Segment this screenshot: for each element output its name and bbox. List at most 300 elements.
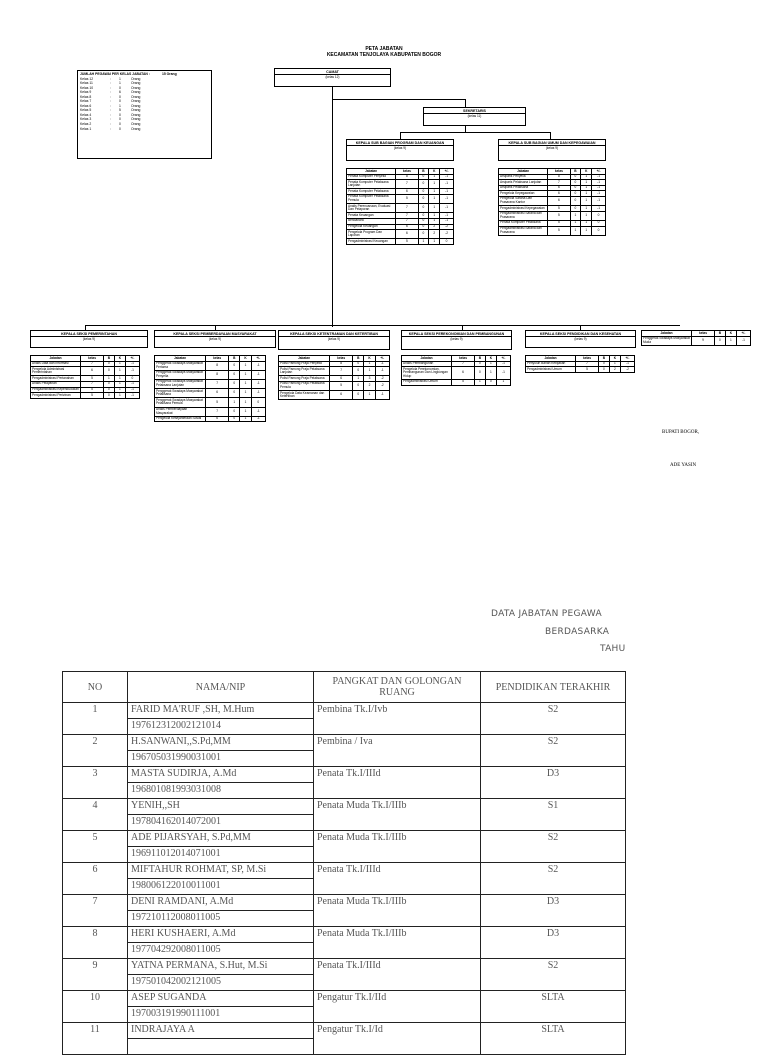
summary-cell: Orang <box>131 112 141 117</box>
jabatan-value: 5 <box>330 381 353 390</box>
col-jabatan: Jabatan <box>347 169 396 175</box>
summary-cell: Kelas 1 <box>80 126 92 131</box>
employee-nip: 197704292008011005 <box>128 943 314 959</box>
employee-row <box>63 863 626 879</box>
jabatan-name: Pengadministrasi Kependudukan <box>32 387 79 392</box>
jabatan-value: 1 <box>429 204 440 213</box>
unit-perekonomian-kelas: (kelas 9) <box>402 336 511 341</box>
jabatan-value: -1 <box>440 218 454 224</box>
camat-box <box>274 68 391 87</box>
employee-no: 5 <box>63 831 128 863</box>
jabatan-name: Penata Komputer Pelaksana <box>347 189 396 195</box>
summary-cell: Orang <box>131 103 141 108</box>
employee-pendidikan: D3 <box>481 927 626 959</box>
jabatan-name: Penata Komputer Penyelia <box>347 174 396 180</box>
jabatan-row <box>155 407 266 416</box>
jabatan-value: 2 <box>364 381 375 390</box>
jabatan-row <box>155 361 266 370</box>
employee-row <box>63 959 626 975</box>
jabatan-value: 0 <box>418 218 429 224</box>
jabatan-value: 7 <box>396 213 418 219</box>
jabatan-value: 0 <box>418 180 429 189</box>
employee-name: ASEP SUGANDA <box>128 991 314 1007</box>
summary-cell: : <box>110 76 111 81</box>
jabatan-value: -1 <box>251 389 265 398</box>
jabatan-value: -1 <box>125 367 139 376</box>
jabatan-table-trantib <box>278 355 390 400</box>
employee-no: 9 <box>63 959 128 991</box>
jabatan-value: -1 <box>736 336 750 345</box>
jabatan-value: 0 <box>229 389 240 398</box>
employee-name: MIFTAHUR ROHMAT, SP, M.Si <box>128 863 314 879</box>
jabatan-value: 8 <box>206 370 229 379</box>
employee-row <box>63 735 626 751</box>
summary-cell: : <box>110 112 111 117</box>
col-pangkat: PANGKAT DAN GOLONGAN RUANG <box>314 672 481 703</box>
jabatan-name: Penyuluh Bahan Kebijakan <box>526 361 576 367</box>
col-b: B <box>598 356 609 362</box>
jabatan-value: 0 <box>418 230 429 239</box>
employee-pangkat: Penata Tk.I/IIId <box>314 959 481 991</box>
jabatan-name: Pengadministrasi Umum <box>526 367 576 373</box>
summary-cell: Orang <box>131 94 141 99</box>
employee-pendidikan: S2 <box>481 703 626 735</box>
jabatan-row <box>347 230 454 239</box>
summary-cell: 0 <box>119 122 121 127</box>
jabatan-name: Penggerak Swadaya Masyarakat Muda <box>643 336 690 344</box>
jabatan-name: Penata Komputer Pelaksana <box>499 220 548 226</box>
employee-name: DENI RAMDANI, A.Md <box>128 895 314 911</box>
data-title-line3: TAHU <box>600 644 626 654</box>
jabatan-value: 0 <box>229 407 240 416</box>
jabatan-value: 1 <box>114 381 125 387</box>
summary-cell: Orang <box>131 126 141 131</box>
employee-name: FARID MA'RUF ,SH, M.Hum <box>128 703 314 719</box>
col-plus-minus: +/- <box>620 356 634 362</box>
jabatan-value: -1 <box>440 174 454 180</box>
employee-pendidikan: D3 <box>481 895 626 927</box>
signature-title: BUPATI BOGOR, <box>662 430 700 435</box>
employee-nip: 196705031990031001 <box>128 751 314 767</box>
jabatan-value: -2 <box>440 230 454 239</box>
summary-cell: Kelas 5 <box>80 108 92 113</box>
jabatan-value: 0 <box>229 379 240 388</box>
jabatan-value: 7 <box>206 407 229 416</box>
jabatan-value: 6 <box>206 389 229 398</box>
summary-cell: Orang <box>131 99 141 104</box>
summary-cell: Kelas 6 <box>80 103 92 108</box>
employee-nip: 196911012014071001 <box>128 847 314 863</box>
jabatan-value: 5 <box>81 376 104 382</box>
jabatan-value: 0 <box>229 416 240 422</box>
col-plus-minus: +/- <box>592 169 606 175</box>
employee-row <box>63 991 626 1007</box>
jabatan-value: 0 <box>418 224 429 230</box>
jabatan-name: Penggerak Swadaya Masyarakat Pelaksana <box>155 389 206 398</box>
unit-umum-title: KEPALA SUB BAGIAN UMUM DAN KEPEGAWAIAN <box>508 141 596 145</box>
jabatan-value: 5 <box>206 398 229 407</box>
jabatan-value: -1 <box>251 379 265 388</box>
jabatan-name: Pengadministrasi Perizinan <box>31 393 81 399</box>
employee-pendidikan: S2 <box>481 831 626 863</box>
employee-summary <box>77 70 212 159</box>
jabatan-value: 1 <box>429 189 440 195</box>
jabatan-value: 1 <box>364 361 375 367</box>
jabatan-value: 5 <box>396 239 418 245</box>
jabatan-row <box>31 393 140 399</box>
jabatan-value: 0 <box>474 367 485 380</box>
camat-title: CAMAT <box>326 70 339 74</box>
jabatan-value: 1 <box>240 416 251 422</box>
jabatan-value: 0 <box>418 189 429 195</box>
jabatan-value: 0 <box>440 239 454 245</box>
summary-cell: 1 <box>119 103 121 108</box>
jabatan-name: Pengelola Administrasi Pemerintahan <box>31 367 81 376</box>
jabatan-value: 5 <box>452 379 475 385</box>
jabatan-value: 2 <box>429 224 440 230</box>
jabatan-value: 1 <box>581 211 592 220</box>
employee-name: INDRAJAYA A <box>128 1023 314 1039</box>
unit-trantib-title: KEPALA SEKSI KETENTRAMAN DAN KETERTIBAN <box>290 332 378 336</box>
col-k: K <box>581 169 592 175</box>
data-title-line1: DATA JABATAN PEGAWA <box>491 609 602 619</box>
employee-no: 10 <box>63 991 128 1023</box>
jabatan-name: Pengelola Program Dan Laporan <box>347 230 396 239</box>
jabatan-name: Pengelola Perekonomian, Pembangunan Dan Lingkungan Hidup <box>402 367 452 380</box>
jabatan-value: 0 <box>418 204 429 213</box>
jabatan-name: Penggerak Swadaya Masyarakat Pelaksana Lanjutan <box>155 379 206 388</box>
summary-cell: Kelas 2 <box>80 122 92 127</box>
col-plus-minus: +/- <box>375 356 389 362</box>
employee-no: 11 <box>63 1023 128 1055</box>
jabatan-value: 5 <box>548 211 570 220</box>
summary-cell: Orang <box>131 117 141 122</box>
jabatan-value: 1 <box>429 194 440 203</box>
col-k: K <box>240 356 251 362</box>
employee-pangkat: Penata Tk.I/IIId <box>314 767 481 799</box>
jabatan-value: 1 <box>103 376 114 382</box>
jabatan-value: -1 <box>496 367 510 380</box>
col-kelas: kelas <box>396 169 418 175</box>
jabatan-value: 7 <box>206 379 229 388</box>
page-title: PETA JABATAN <box>365 46 403 52</box>
jabatan-value: 8 <box>396 174 418 180</box>
jabatan-value: 6 <box>548 185 570 191</box>
col-kelas: kelas <box>81 356 104 362</box>
jabatan-value: 1 <box>485 367 496 380</box>
employee-pangkat: Pengatur Tk.I/IId <box>314 991 481 1023</box>
employee-row <box>63 895 626 911</box>
jabatan-name: Penggerak Swadaya Masyarakat Pertama <box>155 361 206 370</box>
jabatan-name: Pengadministrasi Kepegawaian <box>499 206 548 212</box>
jabatan-name: Pengelola Sarana Dan Prasarana Kantor <box>499 196 548 205</box>
jabatan-value: -2 <box>375 381 389 390</box>
jabatan-value: 8 <box>548 174 570 180</box>
jabatan-name: Pengelola Kepegawaian <box>499 191 548 197</box>
summary-cell: 5 <box>119 108 121 113</box>
jabatan-row <box>499 196 606 205</box>
jabatan-name: Analis Pelayanan <box>31 381 81 387</box>
col-nama: NAMA/NIP <box>128 672 314 703</box>
jabatan-name: Penggerak Swadaya Masyarakat Pelaksana Pemula <box>155 398 206 407</box>
jabatan-name: Penata Komputer Pelaksana Pemula <box>347 194 396 203</box>
col-jabatan: Jabatan <box>526 356 576 362</box>
employee-no: 3 <box>63 767 128 799</box>
jabatan-name: Analis Pembangunan <box>402 361 452 367</box>
unit-pemerintahan-box <box>30 330 148 348</box>
jabatan-value: 6 <box>396 230 418 239</box>
jabatan-value: -1 <box>125 361 139 367</box>
summary-cell: 1 <box>119 76 121 81</box>
jabatan-value: 0 <box>229 370 240 379</box>
jabatan-name: Arsiparis Pelaksana Lanjutan <box>499 180 548 186</box>
jabatan-name: Pengadministrasi Sarana dan Prasarana <box>499 211 548 220</box>
jabatan-value: 5 <box>396 194 418 203</box>
unit-pemberdayaan-title: KEPALA SEKSI PEMBERDAYAAN MASYARAKAT <box>173 332 257 336</box>
employee-no: 1 <box>63 703 128 735</box>
jabatan-row <box>402 367 511 380</box>
jabatan-row <box>347 204 454 213</box>
jabatan-value: 0 <box>418 213 429 219</box>
jabatan-value: 0 <box>598 361 609 367</box>
jabatan-name: Polisi Pamong Praja Pelaksana Pemula <box>279 381 330 390</box>
jabatan-value: 1 <box>240 370 251 379</box>
summary-cell: : <box>110 108 111 113</box>
unit-umum-kelas: (kelas 9) <box>499 145 605 150</box>
jabatan-value: 1 <box>429 213 440 219</box>
employee-pendidikan: S2 <box>481 959 626 991</box>
jabatan-value: 1 <box>581 226 592 235</box>
jabatan-value: 1 <box>429 180 440 189</box>
jabatan-name: Bendahara <box>347 218 396 224</box>
jabatan-value: 7 <box>81 361 104 367</box>
summary-cell: : <box>110 99 111 104</box>
jabatan-value: -1 <box>592 185 606 191</box>
col-b: B <box>103 356 114 362</box>
employee-pangkat: Penata Muda Tk.I/IIIb <box>314 799 481 831</box>
jabatan-value: 1 <box>114 393 125 399</box>
jabatan-value: -1 <box>620 361 634 367</box>
jabatan-name: Penggerak Swadaya Masyarakat Penyelia <box>155 370 206 379</box>
summary-cell: 0 <box>119 99 121 104</box>
unit-program-box <box>346 139 454 161</box>
employee-no: 2 <box>63 735 128 767</box>
unit-trantib-kelas: (kelas 9) <box>279 336 389 341</box>
jabatan-value: -2 <box>440 224 454 230</box>
jabatan-value: -1 <box>592 174 606 180</box>
jabatan-value: -1 <box>496 361 510 367</box>
jabatan-table-pendidikan <box>525 355 635 373</box>
col-jabatan: Jabatan <box>279 356 330 362</box>
jabatan-value: 5 <box>81 393 104 399</box>
jabatan-value: 0 <box>570 191 581 197</box>
jabatan-value: -1 <box>251 361 265 370</box>
jabatan-value: 0 <box>474 361 485 367</box>
jabatan-value: 5 <box>548 226 570 235</box>
jabatan-value: 5 <box>548 206 570 212</box>
jabatan-name: Polisi Pamong Praja Pelaksana <box>279 376 330 382</box>
employee-row <box>63 1023 626 1039</box>
jabatan-value: -1 <box>592 180 606 186</box>
jabatan-value: 5 <box>548 220 570 226</box>
jabatan-row <box>499 226 606 235</box>
jabatan-value: 0 <box>418 194 429 203</box>
jabatan-table-perekonomian <box>401 355 511 386</box>
summary-cell: 0 <box>119 94 121 99</box>
jabatan-row <box>155 398 266 407</box>
sekretaris-kelas: (kelas 11) <box>424 113 525 118</box>
jabatan-value: -1 <box>440 180 454 189</box>
jabatan-value: -1 <box>440 213 454 219</box>
jabatan-value: 6 <box>452 367 475 380</box>
jabatan-value: 1 <box>240 389 251 398</box>
jabatan-name: Arsiparis Pelaksana <box>499 185 548 191</box>
summary-cell: 0 <box>119 112 121 117</box>
jabatan-row <box>526 367 635 373</box>
col-k: K <box>364 356 375 362</box>
summary-cell: : <box>110 117 111 122</box>
jabatan-value: 0 <box>251 398 265 407</box>
employee-no: 6 <box>63 863 128 895</box>
unit-perekonomian-box <box>401 330 512 350</box>
summary-cell: 6 <box>119 90 121 95</box>
camat-kelas: (kelas 12) <box>275 74 390 79</box>
summary-cell: 0 <box>119 126 121 131</box>
jabatan-value: 0 <box>570 185 581 191</box>
col-jabatan: Jabatan <box>155 356 206 362</box>
jabatan-value: 1 <box>240 407 251 416</box>
col-jabatan: Jabatan <box>499 169 548 175</box>
col-kelas: kelas <box>330 356 353 362</box>
jabatan-value: 0 <box>418 174 429 180</box>
employee-pendidikan: SLTA <box>481 1023 626 1055</box>
employee-pendidikan: SLTA <box>481 991 626 1023</box>
jabatan-value: -1 <box>251 416 265 422</box>
jabatan-value: 1 <box>240 361 251 370</box>
jabatan-value: 0 <box>570 206 581 212</box>
unit-pemberdayaan-kelas: (kelas 9) <box>155 336 275 341</box>
unit-trantib-box <box>278 330 390 350</box>
jabatan-table-extra <box>641 330 751 346</box>
jabatan-value: -1 <box>375 391 389 400</box>
jabatan-value: 1 <box>581 220 592 226</box>
employee-nip <box>128 1039 314 1055</box>
jabatan-value: -2 <box>620 367 634 373</box>
jabatan-value: 7 <box>396 204 418 213</box>
jabatan-row <box>642 336 751 345</box>
jabatan-value: 1 <box>114 376 125 382</box>
jabatan-row <box>347 180 454 189</box>
summary-cell: Kelas 4 <box>80 112 92 117</box>
jabatan-value: 0 <box>592 226 606 235</box>
jabatan-value: 1 <box>353 376 364 382</box>
employee-nip: 197612312002121014 <box>128 719 314 735</box>
employee-pendidikan: S1 <box>481 799 626 831</box>
employee-pangkat: Pembina Tk.I/Ivb <box>314 703 481 735</box>
employee-pangkat: Penata Tk.I/IIId <box>314 863 481 895</box>
jabatan-value: 1 <box>229 398 240 407</box>
col-plus-minus: +/- <box>125 356 139 362</box>
col-kelas: kelas <box>452 356 475 362</box>
col-plus-minus: +/- <box>736 331 750 337</box>
jabatan-value: -1 <box>125 381 139 387</box>
jabatan-value: 6 <box>548 191 570 197</box>
jabatan-value: 1 <box>609 361 620 367</box>
unit-pendidikan-title: KEPALA SEKSI PENDIDIKAN DAN KESEHATAN <box>539 332 622 336</box>
summary-cell: Kelas 11 <box>80 81 93 86</box>
unit-pemerintahan-kelas: (kelas 9) <box>31 336 147 341</box>
jabatan-value: 1 <box>240 379 251 388</box>
summary-cell: 0 <box>119 85 121 90</box>
summary-cell: : <box>110 122 111 127</box>
jabatan-value: 1 <box>581 206 592 212</box>
jabatan-value: 8 <box>206 361 229 370</box>
col-plus-minus: +/- <box>251 356 265 362</box>
unit-pemberdayaan-box <box>154 330 276 348</box>
jabatan-table-umum <box>498 168 606 236</box>
jabatan-table-pemerintahan <box>30 355 140 399</box>
jabatan-value: 1 <box>725 336 736 345</box>
jabatan-value: 0 <box>103 393 114 399</box>
jabatan-value: 0 <box>229 361 240 370</box>
jabatan-name: Pengelola Keuangan <box>347 224 396 230</box>
jabatan-value: 1 <box>581 185 592 191</box>
jabatan-value: 1 <box>570 226 581 235</box>
jabatan-value: 7 <box>576 361 599 367</box>
employee-table <box>62 671 626 1055</box>
sekretaris-box <box>423 107 526 126</box>
jabatan-value: 1 <box>418 239 429 245</box>
jabatan-value: 0 <box>103 381 114 387</box>
summary-cell: Kelas 10 <box>80 85 94 90</box>
col-jabatan: Jabatan <box>402 356 452 362</box>
jabatan-value: 6 <box>396 189 418 195</box>
jabatan-value: 1 <box>570 211 581 220</box>
jabatan-row <box>155 416 266 422</box>
jabatan-value: -2 <box>375 376 389 382</box>
summary-cell: Orang <box>131 85 141 90</box>
jabatan-value: 0 <box>353 381 364 390</box>
col-plus-minus: +/- <box>440 169 454 175</box>
jabatan-row <box>155 379 266 388</box>
jabatan-table-program <box>346 168 454 245</box>
jabatan-value: 1 <box>581 180 592 186</box>
jabatan-value: 0 <box>592 211 606 220</box>
summary-cell: 1 <box>119 81 121 86</box>
jabatan-value: -1 <box>125 387 139 393</box>
jabatan-name: Arsiparis Penyelia <box>499 174 548 180</box>
employee-row <box>63 799 626 815</box>
jabatan-row <box>31 367 140 376</box>
unit-umum-box <box>498 139 606 161</box>
jabatan-value: 0 <box>103 367 114 376</box>
jabatan-name: Polisi Pamong Praja Pelaksana Lanjutan <box>279 367 330 376</box>
jabatan-row <box>279 367 390 376</box>
signature-name: ADE YASIN <box>670 463 697 468</box>
jabatan-value: 0 <box>570 180 581 186</box>
jabatan-name: Pengadministrasi Umum <box>402 379 452 385</box>
col-b: B <box>570 169 581 175</box>
summary-heading: JUMLAH PEGAWAI PER KELAS JABATAN : <box>80 72 150 76</box>
jabatan-value: 7 <box>452 361 475 367</box>
jabatan-value: 6 <box>206 416 229 422</box>
unit-pendidikan-box <box>525 330 636 348</box>
jabatan-value: 0 <box>103 387 114 393</box>
jabatan-row <box>279 391 390 400</box>
sekretaris-title: SEKRETARIS <box>463 109 486 113</box>
employee-pangkat: Pengatur Tk.I/Id <box>314 1023 481 1055</box>
jabatan-value: 0 <box>353 367 364 376</box>
